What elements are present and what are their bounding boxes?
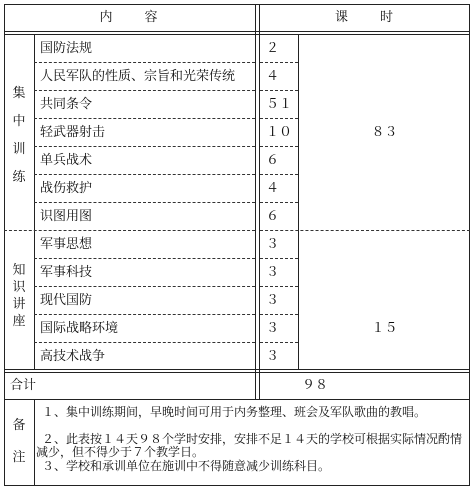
course-name: 人民军队的性质、宗旨和光荣传统	[40, 69, 236, 84]
row-sep	[260, 314, 298, 315]
row-sep	[34, 286, 255, 287]
course-name: 国防法规	[40, 41, 93, 56]
course-hours: ３	[266, 321, 280, 336]
total-row-top-inner	[4, 372, 470, 373]
row-sep	[34, 314, 255, 315]
section-char: 训	[12, 142, 26, 157]
section-char: 中	[12, 114, 26, 129]
section-sep	[260, 230, 470, 231]
course-hours: ３	[266, 237, 280, 252]
section-sep	[4, 230, 255, 231]
header-divider-inner	[4, 34, 470, 35]
row-sep	[34, 202, 255, 203]
row-sep	[260, 202, 298, 203]
table-left-border	[4, 4, 5, 486]
column-divider	[255, 4, 256, 400]
course-hours: ３	[266, 293, 280, 308]
section-char: 讲	[12, 297, 26, 312]
header-divider	[4, 31, 470, 32]
course-hours: ３	[266, 265, 280, 280]
section-char: 座	[12, 314, 26, 329]
section-char: 练	[12, 170, 26, 185]
course-hours: １０	[266, 125, 293, 140]
row-sep	[34, 146, 255, 147]
row-sep	[260, 342, 298, 343]
row-sep	[260, 286, 298, 287]
header-hours: 课 时	[334, 10, 395, 25]
remark-note-2: ２、此表按１４天９８个学时安排，安排不足１４天的学校可根据实际情况酌情减少，但不得少于７个教学日。	[36, 432, 463, 459]
table-bottom-border	[4, 485, 470, 486]
course-hours: ２	[266, 41, 280, 56]
row-sep	[34, 90, 255, 91]
section-char: 集	[12, 86, 26, 101]
course-name: 国际战略环境	[40, 321, 119, 336]
row-sep	[260, 258, 298, 259]
row-sep	[260, 90, 298, 91]
course-hours: ６	[266, 153, 280, 168]
course-hours: ４	[266, 181, 280, 196]
remarks-char: 备	[12, 418, 26, 433]
course-name: 单兵战术	[40, 153, 93, 168]
remarks-char: 注	[12, 450, 26, 465]
course-name: 军事科技	[40, 265, 93, 280]
course-name: 轻武器射击	[40, 125, 106, 140]
remark-note-1: １、集中训练期间，早晚时间可用于内务整理、班会及军队歌曲的教唱。	[42, 405, 427, 419]
row-sep	[34, 342, 255, 343]
total-value: ９８	[301, 378, 328, 393]
row-sep	[260, 62, 298, 63]
course-name: 高技术战争	[40, 349, 106, 364]
lecture-total-hours: １５	[371, 321, 398, 336]
course-name: 军事思想	[40, 237, 93, 252]
course-name: 共同条令	[40, 97, 93, 112]
row-sep	[34, 118, 255, 119]
course-hours: ４	[266, 69, 280, 84]
remark-note-3: ３、学校和承训单位在施训中不得随意减少训练科目。	[42, 459, 331, 473]
total-row-top	[4, 369, 470, 370]
table-top-border	[4, 4, 470, 5]
course-name: 现代国防	[40, 293, 93, 308]
section-char: 知	[12, 263, 26, 278]
row-sep	[260, 146, 298, 147]
course-hours: ６	[266, 209, 280, 224]
row-sep	[34, 258, 255, 259]
header-content: 内 容	[99, 10, 160, 25]
remarks-top	[4, 399, 470, 400]
row-sep	[260, 118, 298, 119]
total-label: 合计	[10, 378, 37, 393]
row-sep	[34, 174, 255, 175]
section-label-training	[9, 80, 29, 192]
row-sep	[34, 62, 255, 63]
remarks-divider	[34, 400, 35, 486]
course-name: 识图用图	[40, 209, 93, 224]
training-total-hours: ８３	[371, 125, 398, 140]
remarks-label	[9, 410, 29, 474]
course-hours: ５１	[266, 97, 293, 112]
row-sep	[260, 174, 298, 175]
section-label-lecture	[9, 262, 29, 330]
hours-column-divider	[298, 35, 299, 369]
section-char: 识	[12, 280, 26, 295]
course-hours: ３	[266, 349, 280, 364]
course-name: 战伤救护	[40, 181, 93, 196]
